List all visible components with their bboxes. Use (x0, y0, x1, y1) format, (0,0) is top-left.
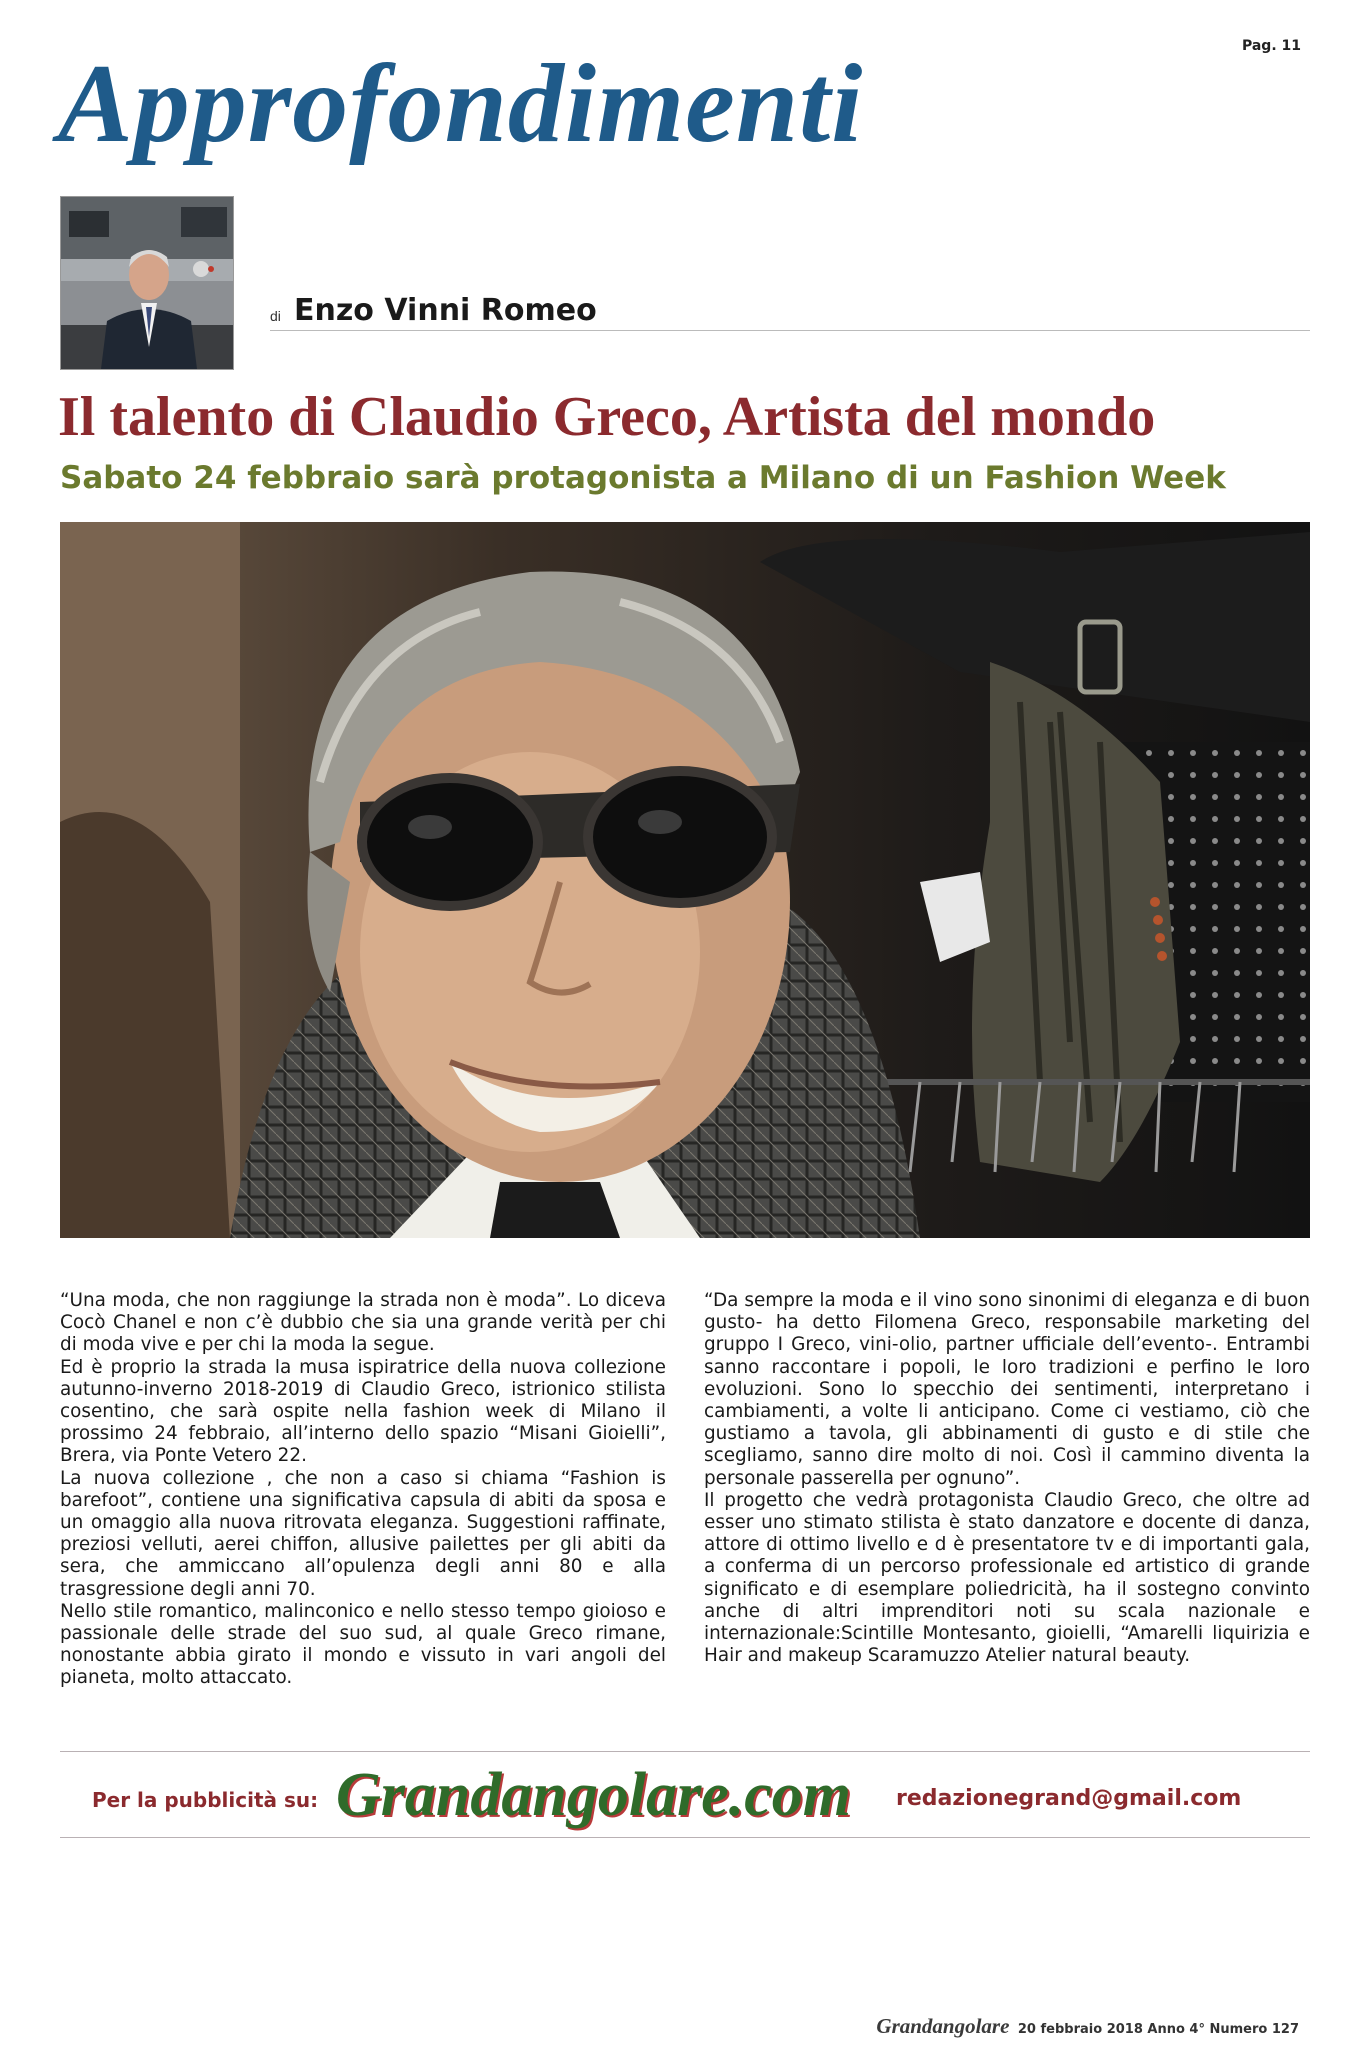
article-subheadline: Sabato 24 febbraio sarà protagonista a Milano di un Fashion Week (60, 460, 1226, 496)
divider (60, 1751, 1310, 1752)
article-column-right (704, 1290, 1310, 1667)
article-column-left (60, 1290, 666, 1690)
footer-brand: Grandangolare (876, 2014, 1010, 2038)
advert-label: Per la pubblicità su: (92, 1788, 319, 1812)
article-headline: Il talento di Claudio Greco, Artista del mondo (58, 386, 1156, 448)
main-photo (60, 522, 1310, 1238)
advert-email-link[interactable]: redazionegrand@gmail.com (896, 1786, 1242, 1811)
section-title: Approfondimenti (58, 42, 864, 166)
main-photo-graphic (60, 522, 1310, 1238)
byline-prefix: di (270, 308, 281, 324)
advert-site-link[interactable]: Grandangolare.com (336, 1761, 851, 1829)
author-name: Enzo Vinni Romeo (294, 293, 597, 328)
article-paragraph: La nuova collezione , che non a caso si chiama “Fashion is barefoot”, contiene una significativa capsula di abiti da sposa e un omaggio alla nuova ritrovata eleganza. Suggestioni raffinate, preziosi velluti, aerei chiffon, allusive pailettes per gli abiti da sera, che ammiccano all’opulenza degli anni 80 e alla trasgressione degli anni 70. (60, 1467, 666, 1600)
article-paragraph: Il progetto che vedrà protagonista Claudio Greco, che oltre ad esser uno stimato stilista è stato danzatore e docente di danza, attore di ottimo livello e d è presentatore tv e di importanti gala, a conferma di un percorso professionale ed artistico di grande significato e di esemplare poliedricità, ha il sostegno convinto anche di altri imprenditori noti su scala nazionale e internazionale:Scintille Montesanto, gioielli, “Amarelli liquirizia e Hair and makeup Scaramuzzo Atelier natural beauty. (704, 1489, 1310, 1667)
article-paragraph: “Una moda, che non raggiunge la strada non è moda”. Lo diceva Cocò Chanel e non c’è dubbio che sia una grande verità per chi di moda vive e per chi la moda la segue. (60, 1290, 666, 1356)
page-footer (876, 2014, 1299, 2039)
article-paragraph: Nello stile romantico, malinconico e nello stesso tempo gioioso e passionale delle strade del suo sud, al quale Greco rimane, nonostante abbia girato il mondo e vissuto in vari angoli del pianeta, molto attaccato. (60, 1600, 666, 1689)
divider (60, 1837, 1310, 1838)
article-paragraph: “Da sempre la moda e il vino sono sinonimi di eleganza e di buon gusto- ha detto Filomena Greco, responsabile marketing del gruppo I Greco, vini-olio, partner ufficiale dell’evento-. Entrambi sanno raccontare i popoli, le loro tradizioni e perfino le loro evoluzioni. Sono lo specchio dei sentimenti, interpretano i cambiamenti, a volte li anticipano. Come ci vestiamo, ciò che gustiamo a tavola, gli abbinamenti di gusto e di stile che scegliamo, sanno dire molto di noi. Così il cammino diventa la personale passerella per ognuno”. (704, 1290, 1310, 1489)
author-photo (60, 196, 234, 370)
footer-issue: 20 febbraio 2018 Anno 4° Numero 127 (1017, 2022, 1299, 2037)
article-paragraph: Ed è proprio la strada la musa ispiratrice della nuova collezione autunno-inverno 2018-2019 di Claudio Greco, istrionico stilista cosentino, che sarà ospite nella fashion week di Milano il prossimo 24 febbraio, all’interno dello spazio “Misani Gioielli”, Brera, via Ponte Vetero 22. (60, 1356, 666, 1467)
page-number: Pag. 11 (1241, 38, 1301, 54)
author-photo-graphic (61, 197, 233, 369)
byline (270, 290, 1310, 331)
